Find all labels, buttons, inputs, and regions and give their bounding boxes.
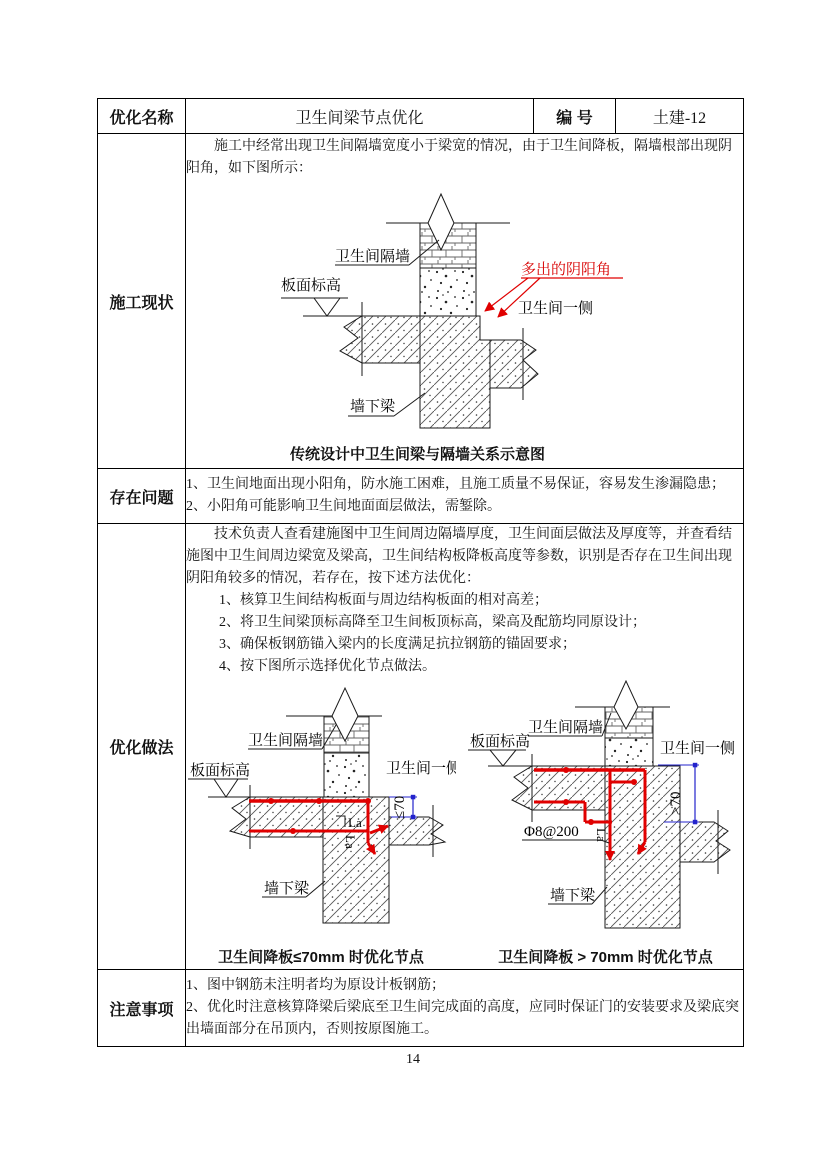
figure-traditional-wrap [278,190,638,438]
problems-row-label: 存在问题 [98,469,186,524]
label-partition-wall: 卫生间隔墙 [335,249,411,265]
rebar-dot [563,799,569,805]
page-number: 14 [406,1052,420,1067]
figure-gt70-block [468,680,743,969]
method-paragraph: 技术负责人查看建施图中卫生间周边隔墙厚度，卫生间面层做法及厚度等，并查看结施图中卫生间周边梁宽及梁高，卫生间结构板降板高度等参数，识别是否存在卫生间出现阴阳角较多的情况，若存在，按下述方法优化： [186,527,732,586]
dim-end-marker [693,763,698,768]
wall-base-concrete [420,268,476,316]
problem-item: 2、小阳角可能影响卫生间地面面层做法，需錾除。 [186,499,501,514]
label-bathroom-side: 卫生间一侧 [660,741,736,757]
figure-le70-caption: 卫生间降板≤70mm 时优化节点 [218,949,424,966]
notes-content [186,970,744,1047]
rebar-dot [631,779,637,785]
dim-end-marker [693,820,698,825]
label-beam-under-wall: 墙下梁 [264,881,310,897]
figure-traditional-node [278,190,634,430]
label-slab-level: 板面标高 [281,278,342,294]
method-row [98,524,744,970]
method-step: 3、确保板钢筋锚入梁内的长度满足抗拉钢筋的锚固要求； [219,637,576,652]
notes-row [98,970,744,1047]
label-slab-level: 板面标高 [470,734,531,750]
right-slab [389,817,445,845]
field-optimization-name-label: 优化名称 [98,99,186,134]
optimization-title: 卫生间梁节点优化 [186,99,534,134]
rebar-dot [563,767,569,773]
rebar-dot [290,828,296,834]
label-extra-corner: 多出的阴阳角 [521,262,612,278]
right-slab [490,340,538,388]
figure-le70-block [186,685,456,969]
wall-base-concrete [324,753,369,797]
rebar-spec-label: Φ8@200 [524,824,579,840]
figure-optimized-gt70 [468,680,743,935]
problem-item: 1、卫生间地面出现小阳角，防水施工困难，且施工质量不易保证，容易发生渗漏隐患； [186,477,725,492]
method-row-label: 优化做法 [98,524,186,970]
field-code-label: 编 号 [534,99,616,134]
method-step: 2、将卫生间梁顶标高降至卫生间板顶标高，梁高及配筋均同原设计； [219,615,646,630]
label-slab-level: 板面标高 [190,763,251,779]
optimization-table [97,98,744,1047]
rebar-dot [365,798,371,804]
status-row [98,134,744,469]
method-step: 4、按下图所示选择优化节点做法。 [219,659,436,674]
note-item: 2、优化时注意核算降梁后梁底至卫生间完成面的高度，应同时保证门的安装要求及梁底突出墙面部分在吊顶内，否则按原图施工。 [186,1000,739,1037]
status-row-label: 施工现状 [98,134,186,469]
right-slab [680,822,730,862]
note-item: 1、图中钢筋未注明者均为原设计板钢筋； [186,978,445,993]
label-partition-wall: 卫生间隔墙 [528,720,604,736]
rebar-dot [588,819,594,825]
anchor-length-label-vertical: La [594,828,609,842]
dim-end-marker [411,795,416,800]
anchor-length-label: La [348,815,362,830]
header-row [98,99,744,134]
problems-content [186,469,744,524]
status-paragraph: 施工中经常出现卫生间隔墙宽度小于梁宽的情况，由于卫生间降板，隔墙根部出现阴阳角，如下图所示： [186,139,732,176]
label-bathroom-side: 卫生间一侧 [518,301,594,317]
wall-base-concrete [605,738,653,766]
optimized-figures [186,680,743,969]
beam-section [420,316,490,428]
label-bathroom-side: 卫生间一侧 [386,761,456,777]
elevation-triangle-icon [314,298,340,316]
notes-row-label: 注意事项 [98,970,186,1047]
dim-end-marker [411,815,416,820]
figure-traditional-caption: 传统设计中卫生间梁与隔墙关系示意图 [290,446,546,463]
rebar-dot [268,798,274,804]
dim-text-gt70: >70 [668,791,684,815]
label-partition-wall: 卫生间隔墙 [248,733,324,749]
figure-gt70-caption: 卫生间降板 > 70mm 时优化节点 [498,949,713,966]
elevation-triangle-icon [214,779,238,797]
anchor-length-label-vertical: La [343,835,358,849]
label-beam-under-wall: 墙下梁 [550,888,596,904]
figure-optimized-le70 [186,685,456,935]
rebar-dot [316,798,322,804]
problems-row [98,469,744,524]
left-slab [340,316,420,363]
label-beam-under-wall: 墙下梁 [350,399,396,415]
status-content [186,134,744,469]
elevation-triangle-icon [490,750,516,766]
dim-text-le70: ≤70 [392,795,408,819]
code-value: 土建-12 [616,99,744,134]
method-step: 1、核算卫生间结构板面与周边结构板面的相对高差； [219,593,548,608]
method-content [186,524,744,970]
